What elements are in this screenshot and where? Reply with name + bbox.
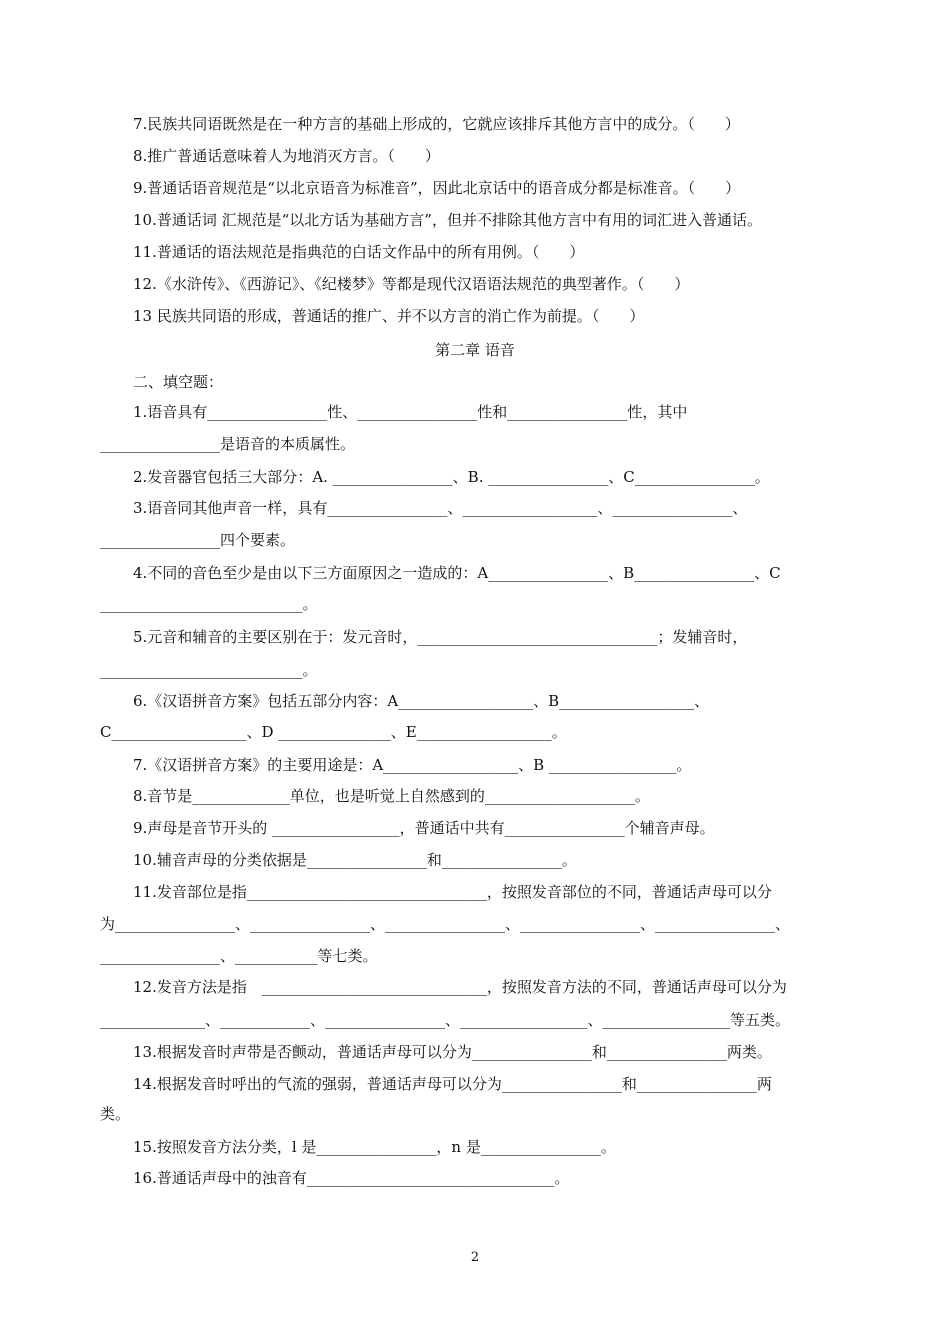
tf-item-11: 11.普通话的语法规范是指典范的白话文作品中的所有用例。（ ） [133, 243, 585, 261]
tf-item-13: 13 民族共同语的形成，普通话的推广、并不以方言的消亡作为前提。（ ） [133, 307, 645, 325]
fill-line: 10.辅音声母的分类依据是________________和________________。 [133, 851, 577, 869]
fill-line: 2.发音器官包括三大部分：A. ________________、B. ________________、C________________。 [133, 468, 770, 486]
chapter-title: 第二章 语音 [435, 341, 515, 359]
fill-line: 12.发音方法是指 ______________________________，按照发音方法的不同，普通话声母可以分为 [133, 978, 787, 996]
tf-item-7: 7.民族共同语既然是在一种方言的基础上形成的，它就应该排斥其他方言中的成分。（ ） [133, 115, 740, 133]
fill-line: 14.根据发音时呼出的气流的强弱，普通话声母可以分为________________和________________两 [133, 1075, 772, 1093]
fill-line: 6.《汉语拼音方案》包括五部分内容：A__________________、B__________________、 [133, 692, 710, 710]
tf-item-8: 8.推广普通话意味着人为地消灭方言。（ ） [133, 147, 440, 165]
fill-line: ___________________________。 [100, 595, 318, 613]
fill-line: ________________是语音的本质属性。 [100, 435, 356, 453]
fill-line: 15.按照发音方法分类，l 是________________，n 是________________。 [133, 1138, 616, 1156]
page-number: 2 [470, 1250, 480, 1265]
fill-line: 16.普通话声母中的浊音有_________________________________。 [133, 1169, 570, 1187]
tf-item-12: 12.《水浒传》、《西游记》、《纪楼梦》等都是现代汉语语法规范的典型著作。（ ） [133, 275, 690, 293]
fill-line: 类。 [100, 1105, 131, 1123]
fill-line: ______________、____________、________________、_________________、_________________等五类。 [100, 1011, 791, 1029]
fill-line: ________________、___________等七类。 [100, 947, 378, 965]
tf-item-10: 10.普通话词 汇规范是“以北方话为基础方言”，但并不排除其他方言中有用的词汇进入普通话。 [133, 211, 762, 229]
section-title: 二、填空题： [133, 373, 224, 391]
fill-line: 7.《汉语拼音方案》的主要用途是：A__________________、B _________________。 [133, 756, 692, 774]
fill-line: C__________________、D _______________、E__________________。 [100, 723, 567, 741]
tf-item-9: 9.普通话语音规范是“以北京语音为标准音”，因此北京话中的语音成分都是标准音。（ ） [133, 179, 741, 197]
fill-line: 9.声母是音节开头的 _________________，普通话中共有________________个辅音声母。 [133, 819, 715, 837]
fill-line: 3.语音同其他声音一样，具有________________、__________________、________________、 [133, 499, 748, 517]
fill-line: 1.语音具有________________性、________________性和________________性，其中 [133, 403, 688, 421]
fill-line: ________________四个要素。 [100, 531, 296, 549]
fill-line: 4.不同的音色至少是由以下三方面原因之一造成的：A________________、B________________、C [133, 564, 781, 582]
fill-line: 8.音节是_____________单位，也是听觉上自然感到的____________________。 [133, 787, 650, 805]
fill-line: 13.根据发音时声带是否颤动，普通话声母可以分为________________和________________两类。 [133, 1043, 772, 1061]
fill-line: 为________________、________________、________________、________________、________________、 [100, 915, 791, 933]
fill-line: 11.发音部位是指________________________________，按照发音部位的不同，普通话声母可以分 [133, 883, 772, 901]
fill-line: 5.元音和辅音的主要区别在于：发元音时，________________________________；发辅音时， [133, 628, 748, 646]
fill-line: ___________________________。 [100, 661, 318, 679]
